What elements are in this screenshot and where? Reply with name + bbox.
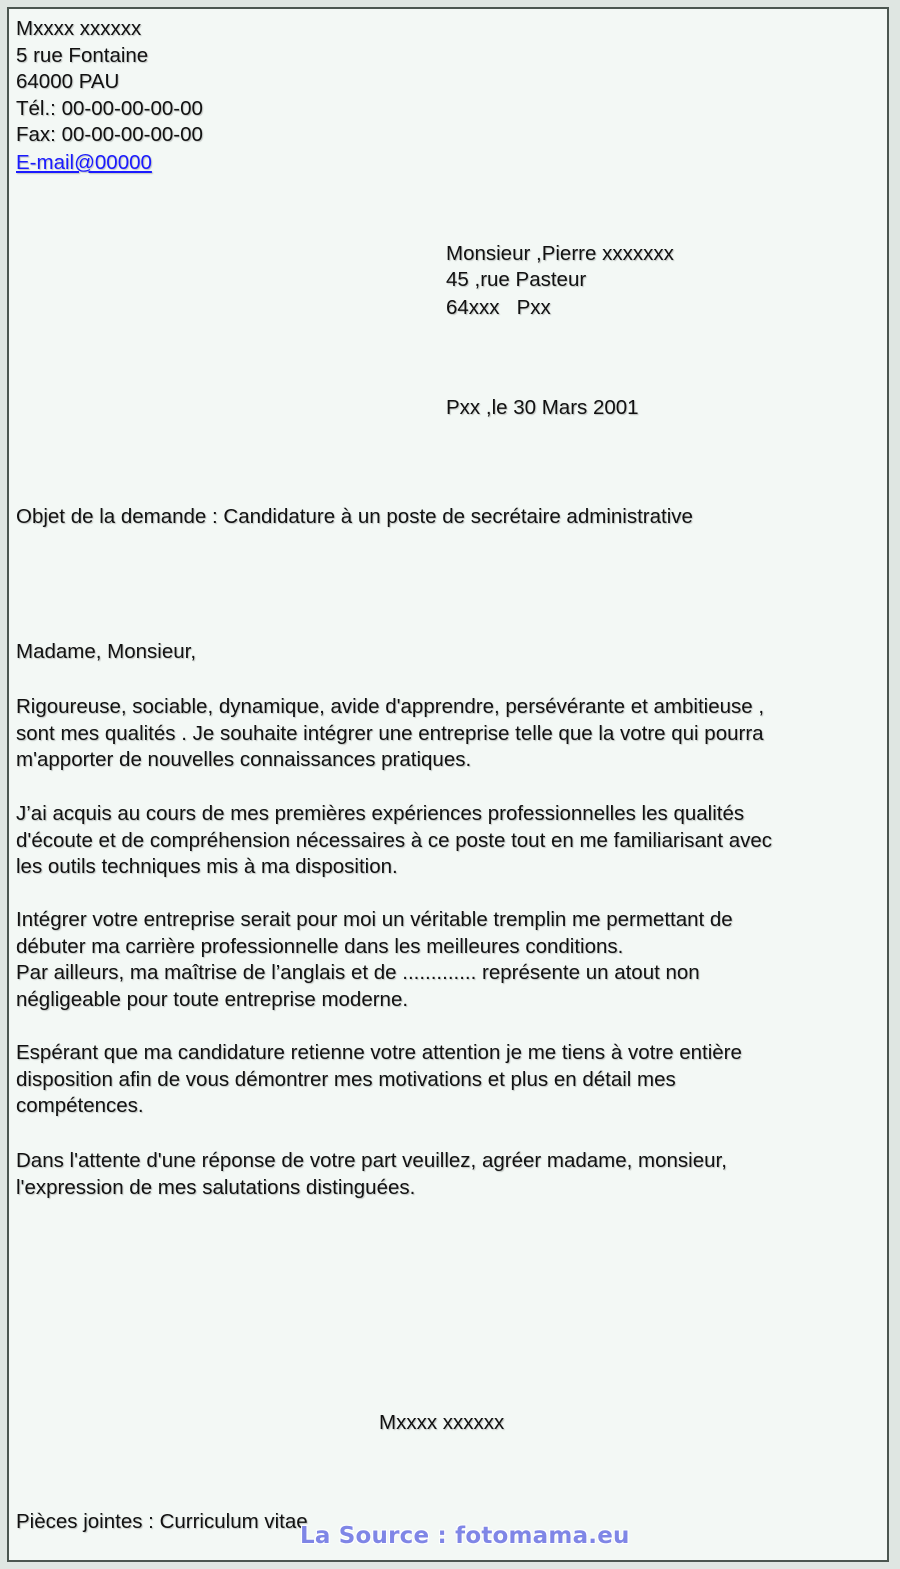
recipient-name: Monsieur ,Pierre xxxxxxx — [446, 242, 674, 265]
letter-page — [7, 7, 889, 1562]
paragraph-line: négligeable pour toute entreprise moderne. — [16, 987, 409, 1011]
sender-fax: Fax: 00-00-00-00-00 — [16, 123, 203, 146]
sender-email-link[interactable]: E-mail@00000 — [16, 151, 152, 174]
paragraph-line: d'écoute et de compréhension nécessaires à ce poste tout en me familiarisant avec — [16, 828, 773, 852]
paragraph-experience — [16, 801, 876, 881]
paragraph-line: les outils techniques mis à ma disposition. — [16, 855, 398, 878]
paragraph-line: m'apporter de nouvelles connaissances pratiques. — [16, 748, 472, 771]
recipient-street: 45 ,rue Pasteur — [446, 268, 587, 291]
sender-name: Mxxxx xxxxxx — [16, 17, 142, 40]
paragraph-line: compétences. — [16, 1094, 144, 1117]
paragraph-line: J’ai acquis au cours de mes premières expériences professionnelles les qualités — [16, 802, 745, 825]
paragraph-line: l'expression de mes salutations distinguées. — [16, 1175, 416, 1199]
paragraph-qualities — [16, 694, 876, 774]
paragraph-line: Intégrer votre entreprise serait pour moi un véritable tremplin me permettant de — [16, 908, 733, 931]
attachments-note: Pièces jointes : Curriculum vitae — [16, 1510, 308, 1533]
paragraph-line: sont mes qualités . Je souhaite intégrer une entreprise telle que la votre qui pourra — [16, 721, 764, 745]
sender-phone: Tél.: 00-00-00-00-00 — [16, 97, 203, 120]
sender-city: 64000 PAU — [16, 70, 120, 93]
paragraph-line: débuter ma carrière professionnelle dans les meilleures conditions. — [16, 934, 624, 958]
paragraph-line: disposition afin de vous démontrer mes motivations et plus en détail mes — [16, 1067, 676, 1091]
paragraph-line: Rigoureuse, sociable, dynamique, avide d'apprendre, persévérante et ambitieuse , — [16, 695, 765, 718]
sender-street: 5 rue Fontaine — [16, 44, 149, 67]
letter-subject: Objet de la demande : Candidature à un poste de secrétaire administrative — [16, 505, 693, 528]
signature: Mxxxx xxxxxx — [379, 1411, 505, 1434]
paragraph-line: Par ailleurs, ma maîtrise de l’anglais et de ............. représente un atout non — [16, 961, 700, 984]
paragraph-line: Espérant que ma candidature retienne votre attention je me tiens à votre entière — [16, 1041, 742, 1064]
paragraph-availability — [16, 1040, 876, 1120]
paragraph-motivation — [16, 907, 876, 1013]
source-watermark: La Source : fotomama.eu — [300, 1523, 630, 1549]
salutation: Madame, Monsieur, — [16, 640, 197, 663]
paragraph-line: Dans l'attente d'une réponse de votre part veuillez, agréer madame, monsieur, — [16, 1149, 727, 1172]
paragraph-closing — [16, 1148, 876, 1201]
recipient-city: 64xxx Pxx — [446, 296, 551, 319]
letter-date: Pxx ,le 30 Mars 2001 — [446, 396, 639, 419]
